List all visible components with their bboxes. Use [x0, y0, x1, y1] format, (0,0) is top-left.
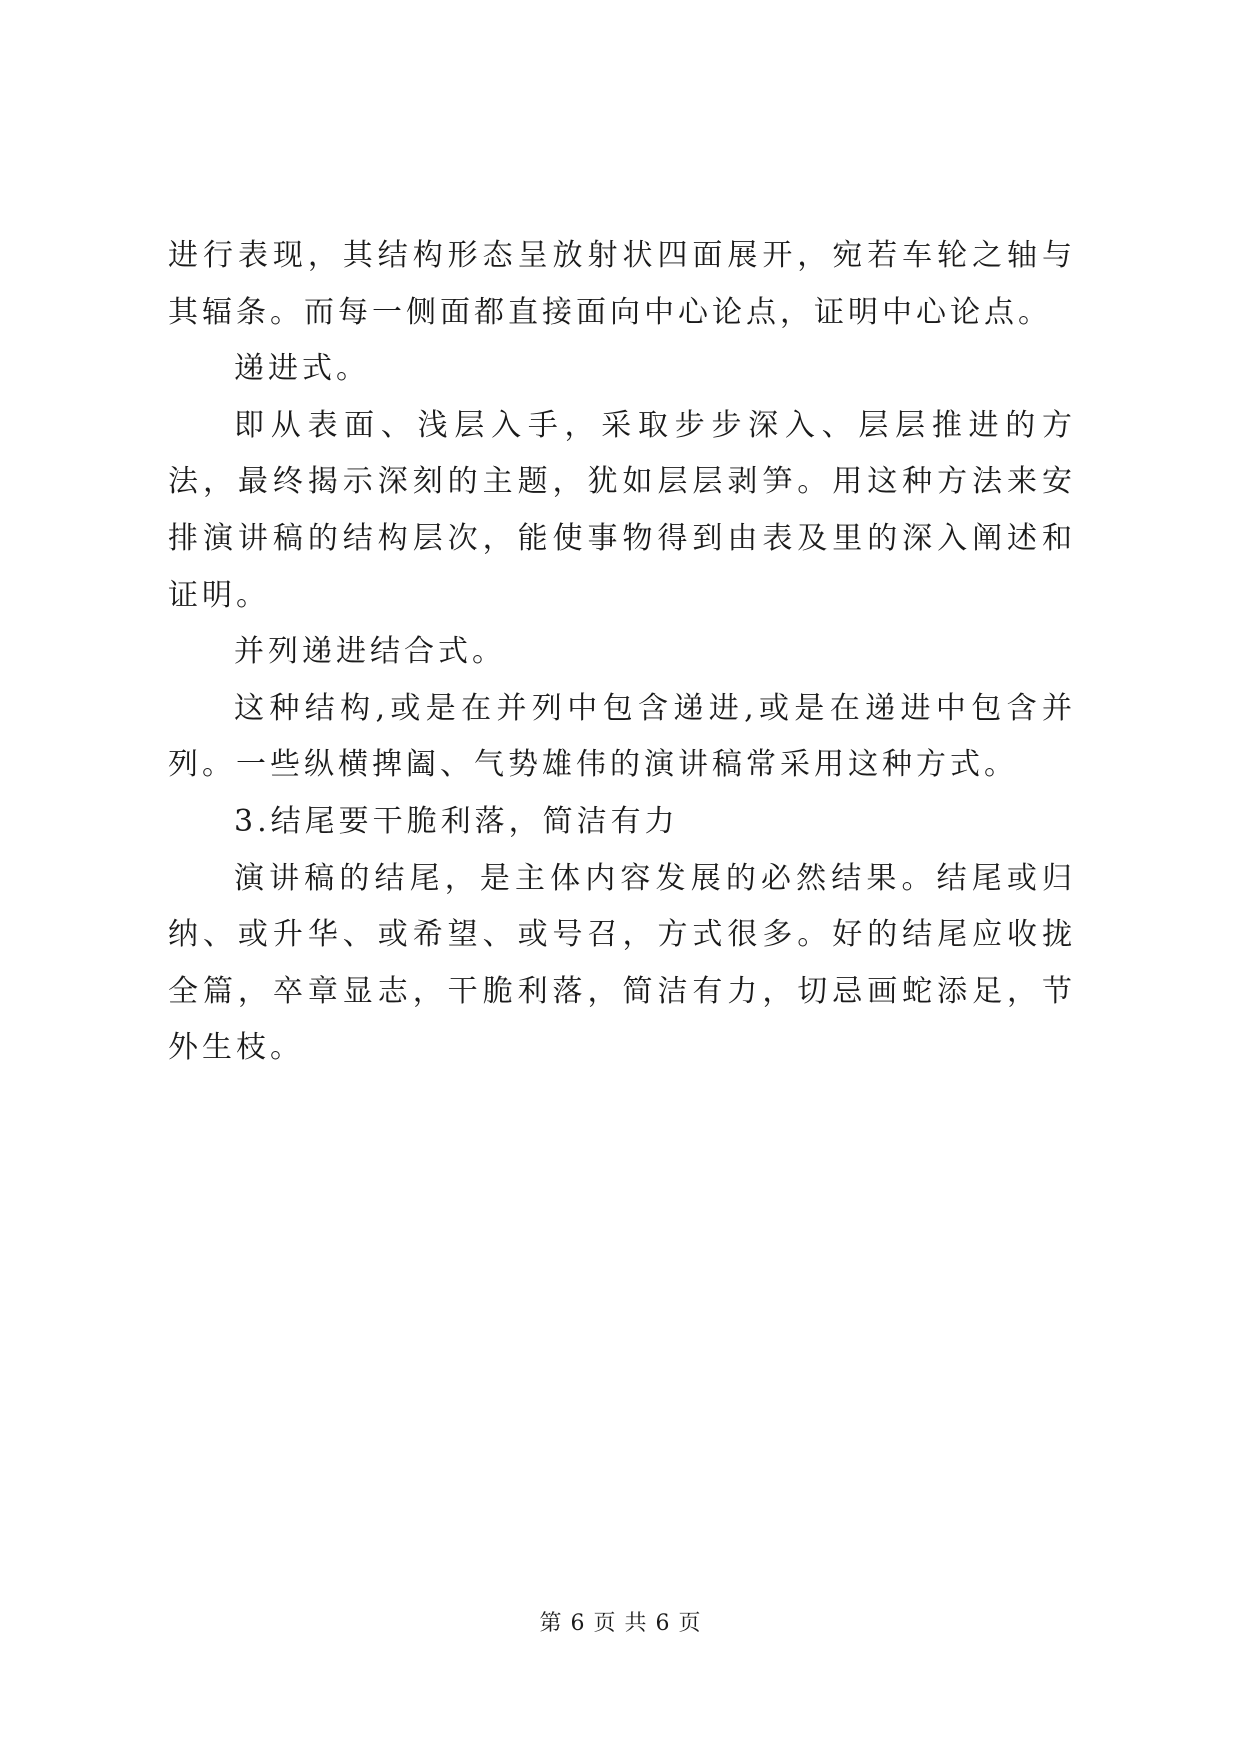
paragraph: 递进式。 — [234, 351, 370, 387]
page-number-footer: 第 6 页 共 6 页 — [539, 1611, 702, 1636]
paragraph: 演讲稿的结尾，是主体内容发展的必然结果。结尾或归纳、或升华、或希望、或号召，方式很多。好的结尾应收拢全篇，卒章显志，干脆利落，简洁有力，切忌画蛇添足，节外生枝。 — [168, 860, 1076, 1066]
paragraph: 进行表现，其结构形态呈放射状四面展开，宛若车轮之轴与其辐条。而每一侧面都直接面向中心论点，证明中心论点。 — [168, 238, 1076, 330]
paragraph: 并列递进结合式。 — [234, 634, 506, 670]
paragraph: 这种结构,或是在并列中包含递进,或是在递进中包含并列。一些纵横捭阖、气势雄伟的演讲稿常采用这种方式。 — [168, 690, 1076, 783]
document-body — [168, 228, 1076, 1077]
paragraph: 即从表面、浅层入手，采取步步深入、层层推进的方法，最终揭示深刻的主题，犹如层层剥笋。用这种方法来安排演讲稿的结构层次，能使事物得到由表及里的深入阐述和证明。 — [168, 407, 1076, 613]
section-heading: 3.结尾要干脆利落，简洁有力 — [234, 803, 679, 839]
